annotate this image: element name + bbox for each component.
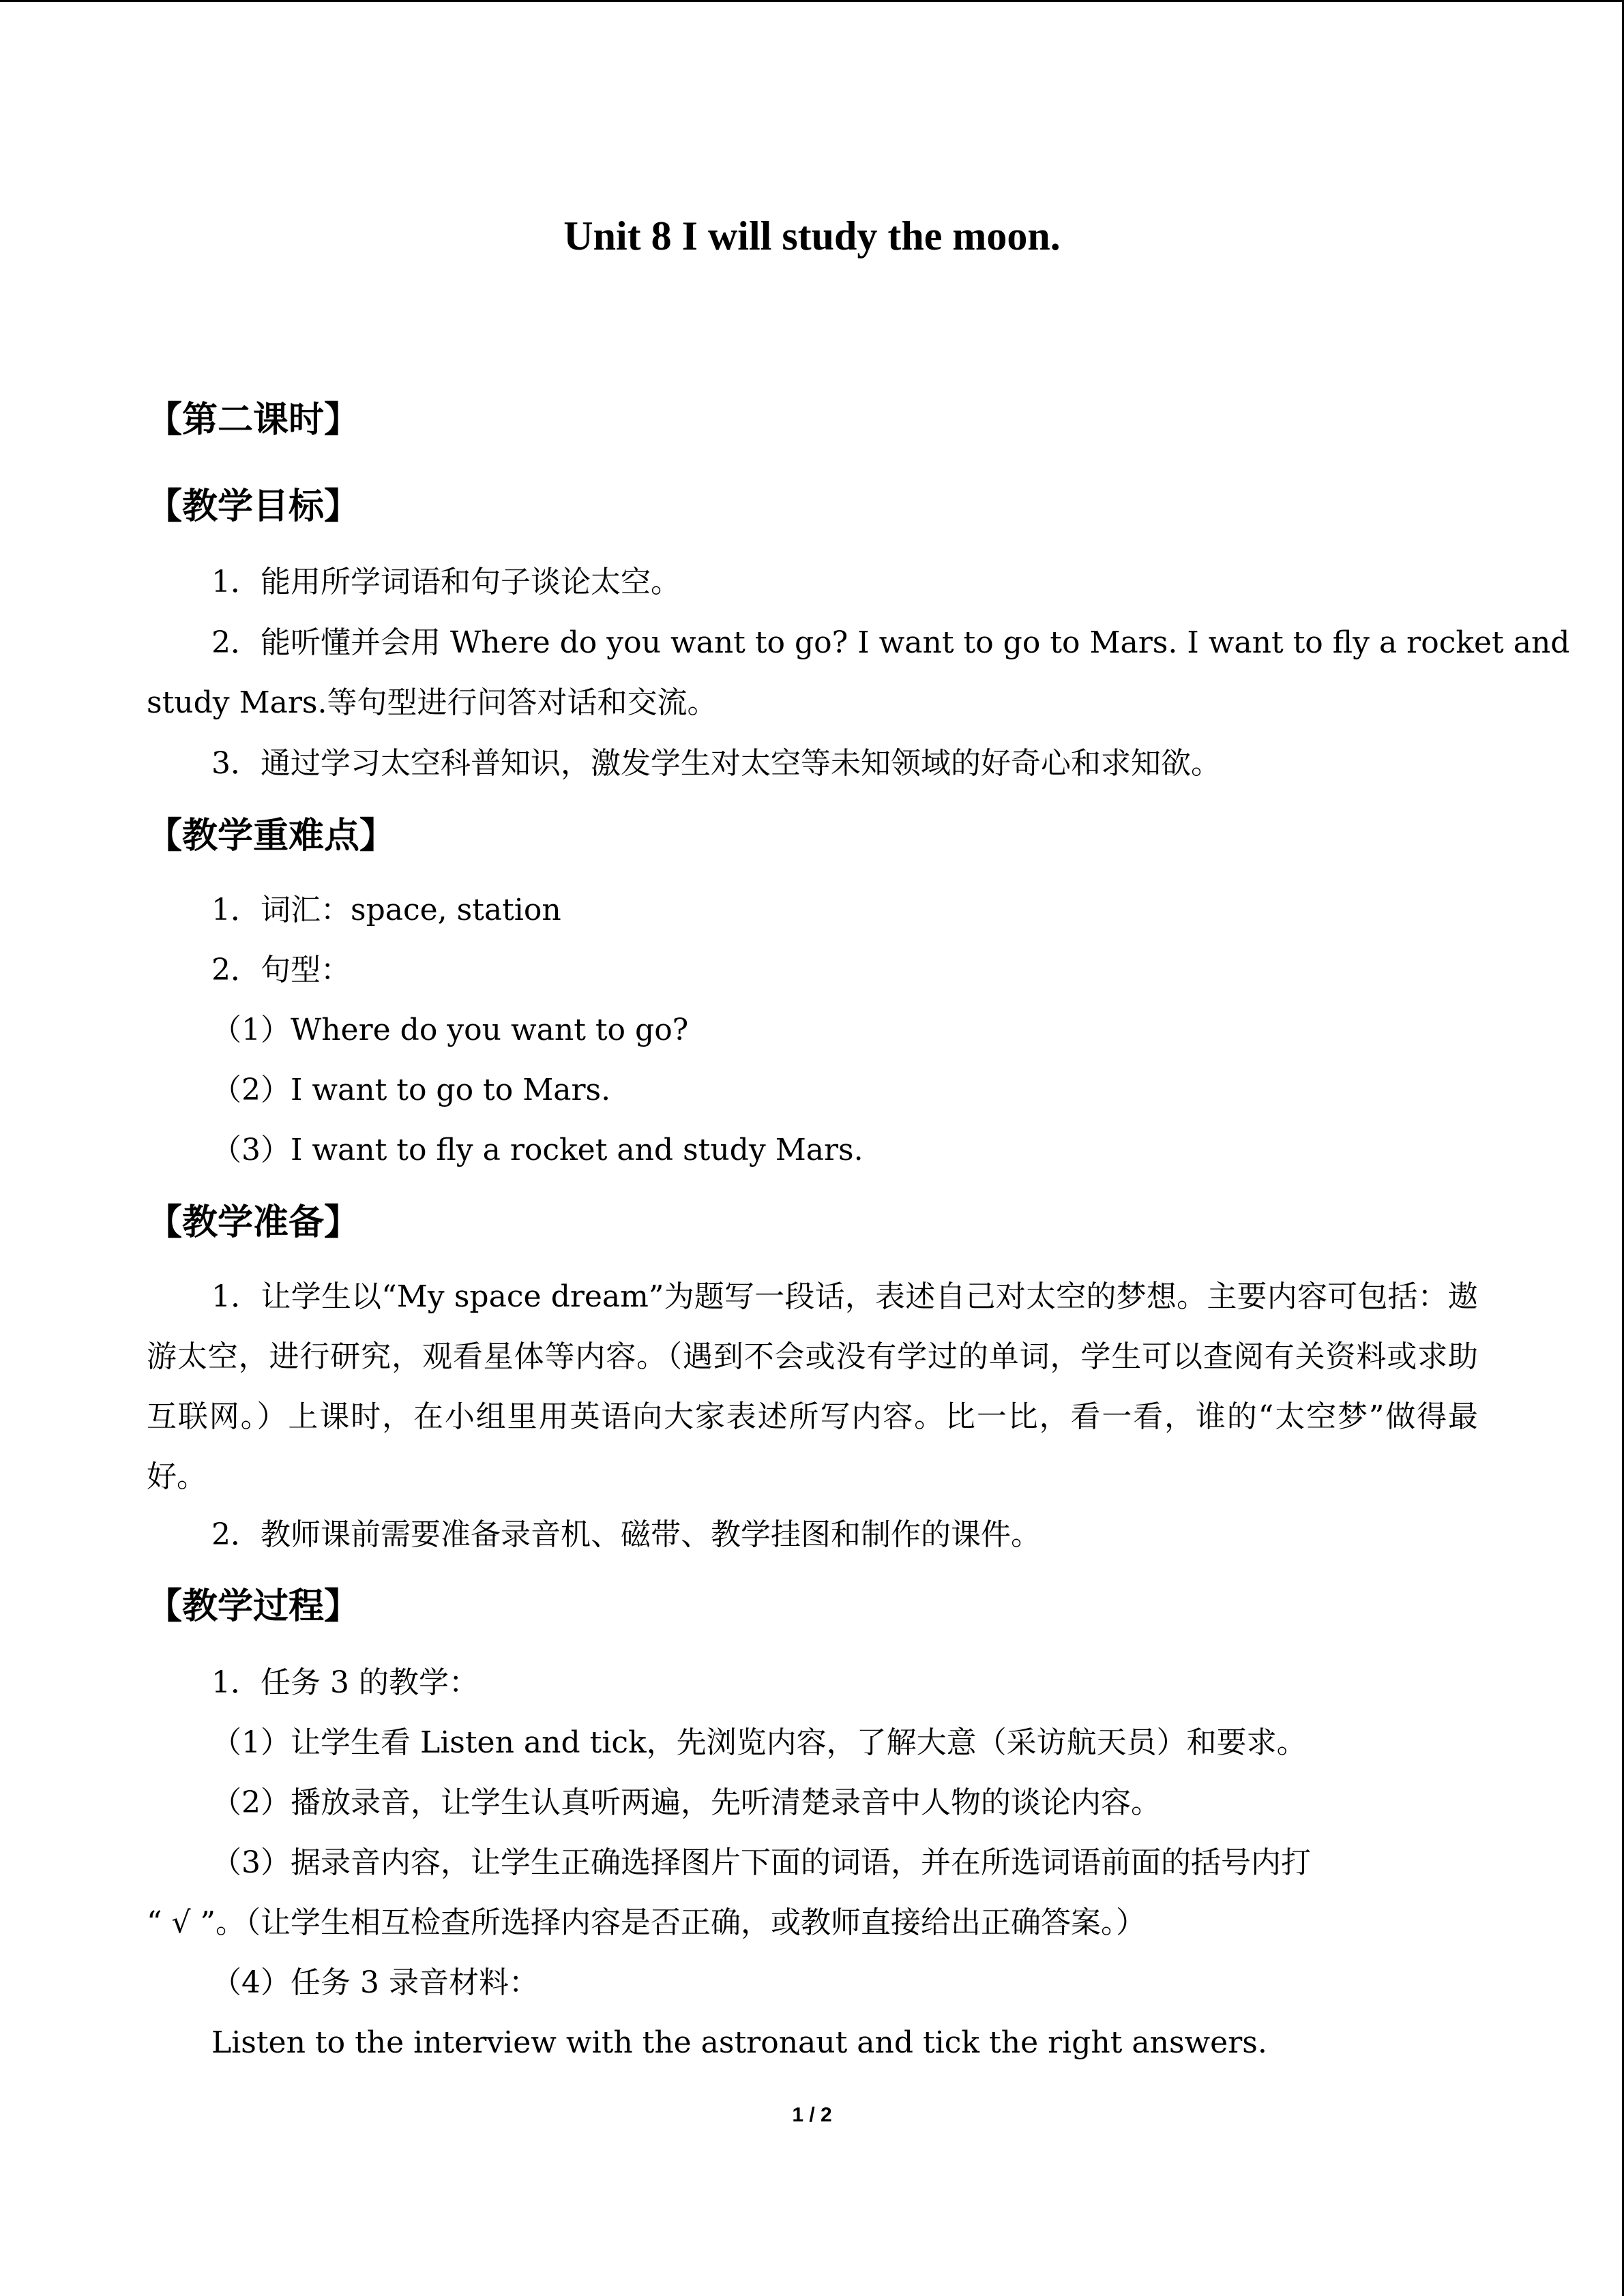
process-step: （1）让学生看 Listen and tick，先浏览内容，了解大意（采访航天员）和要求。 <box>211 1725 1307 1760</box>
process-step: （3）据录音内容，让学生正确选择图片下面的词语，并在所选词语前面的括号内打 <box>211 1845 1311 1880</box>
objective-item: 2．能听懂并会用 Where do you want to go? I want to go to Mars. I want to fly a rocket and <box>211 625 1570 660</box>
preparation-item-1: 1．让学生以“My space dream”为题写一段话，表述自己对太空的梦想。主要内容可包括：遨游太空，进行研究，观看星体等内容。（遇到不会或没有学过的单词，学生可以查阅有关资料或求助互联网。）上课时，在小组里用英语向大家表述所写内容。比一比，看一看，谁的“太空梦”做得最好。 <box>147 1279 1478 1494</box>
sentence-pattern: （1）Where do you want to go? <box>211 1013 689 1047</box>
heading-key-points: 【教学重难点】 <box>147 816 396 856</box>
objective-item: 3．通过学习太空科普知识，激发学生对太空等未知领域的好奇心和求知欲。 <box>211 746 1221 781</box>
objective-item: 1．能用所学词语和句子谈论太空。 <box>211 565 681 599</box>
key-point-patterns-label: 2．句型： <box>211 953 351 987</box>
heading-objectives: 【教学目标】 <box>147 486 360 527</box>
sentence-pattern: （3）I want to fly a rocket and study Mars. <box>211 1133 863 1167</box>
key-point-vocab: 1．词汇：space, station <box>211 893 561 927</box>
page-top-border <box>0 0 1624 2</box>
process-step-continued: “ √ ”。（让学生相互检查所选择内容是否正确，或教师直接给出正确答案。） <box>147 1905 1146 1940</box>
process-step: （4）任务 3 录音材料： <box>211 1965 539 2000</box>
sentence-pattern: （2）I want to go to Mars. <box>211 1073 611 1107</box>
heading-preparation: 【教学准备】 <box>147 1202 360 1243</box>
heading-process: 【教学过程】 <box>147 1586 360 1627</box>
lesson-tag: 【第二课时】 <box>147 400 360 441</box>
listen-instruction: Listen to the interview with the astronaut and tick the right answers. <box>211 2025 1267 2060</box>
page-number: 1 / 2 <box>792 2104 832 2126</box>
objective-item-continued: study Mars.等句型进行问答对话和交流。 <box>147 685 718 720</box>
process-step: （2）播放录音，让学生认真听两遍，先听清楚录音中人物的谈论内容。 <box>211 1785 1161 1820</box>
document-title: Unit 8 I will study the moon. <box>563 213 1061 258</box>
process-task: 1．任务 3 的教学： <box>211 1665 479 1700</box>
preparation-item-2: 2．教师课前需要准备录音机、磁带、教学挂图和制作的课件。 <box>211 1517 1041 1552</box>
